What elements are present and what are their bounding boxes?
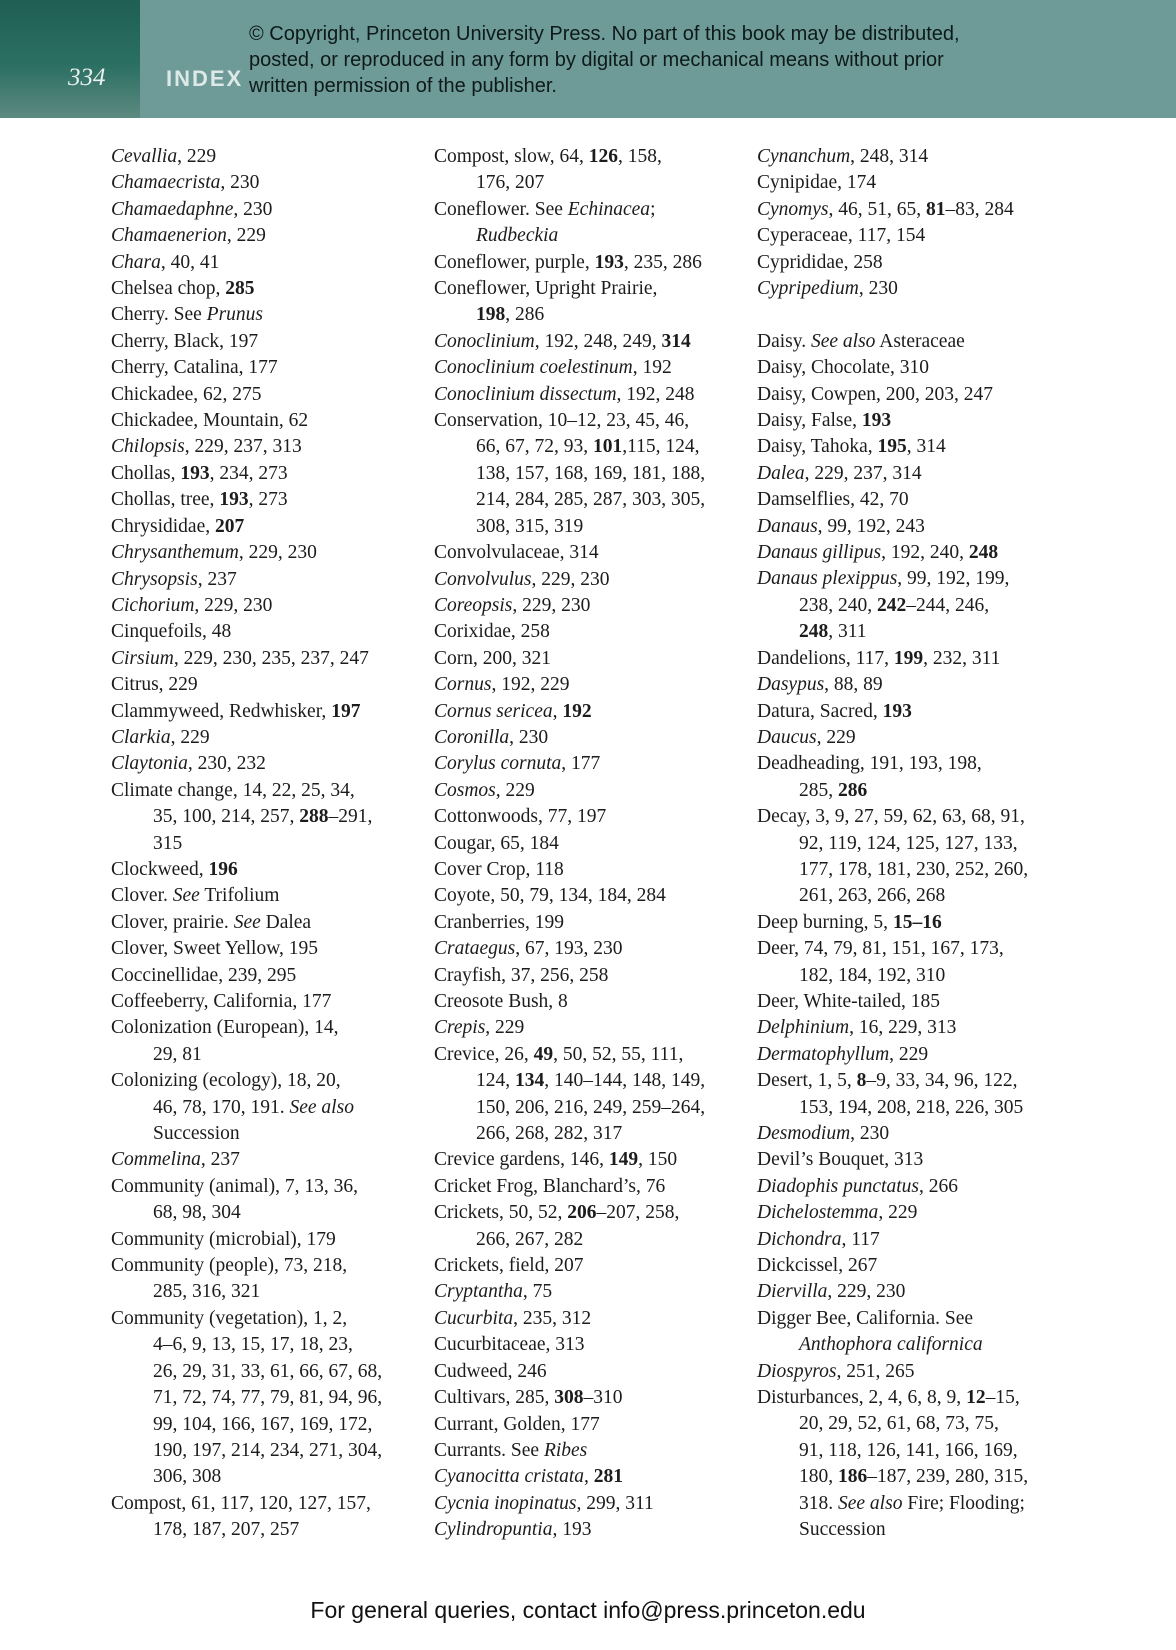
index-entry: Dermatophyllum, 229: [757, 1043, 929, 1065]
index-entry: Cornus, 192, 229: [434, 674, 570, 696]
index-entry: Cucurbita, 235, 312: [434, 1307, 592, 1329]
index-entry: Cottonwoods, 77, 197: [434, 806, 607, 828]
index-entry: Cypripedium, 230: [757, 278, 898, 300]
section-title: INDEX: [166, 66, 244, 91]
index-entry: Diadophis punctatus, 266: [757, 1175, 958, 1197]
index-entry: Clover, prairie. See Dalea: [111, 911, 312, 933]
index-entry: Desmodium, 230: [757, 1123, 890, 1145]
index-entry: Creosote Bush, 8: [434, 991, 568, 1012]
index-entry: Convolvulaceae, 314: [434, 542, 599, 564]
index-entry: Dichelostemma, 229: [757, 1202, 918, 1224]
index-entry: Cranberries, 199: [434, 911, 564, 933]
index-entry: Cyperaceae, 117, 154: [757, 225, 926, 247]
index-entry: Chollas, 193, 234, 273: [111, 462, 288, 484]
index-entry: Clover. See Trifolium: [111, 885, 280, 907]
index-entry: Cynipidae, 174: [757, 172, 877, 194]
page-header: [0, 0, 1176, 118]
index-entry: Dickcissel, 267: [757, 1255, 878, 1277]
index-entry: Chrysanthemum, 229, 230: [111, 542, 317, 564]
index-entry: Coneflower, Upright Prairie, 198, 286: [434, 278, 658, 326]
index-entry: Cryptantha, 75: [434, 1281, 553, 1303]
copyright-notice: © Copyright, Princeton University Press. No part of this book may be distributed, posted, or reproduced in any form by digital or mechanical means without prior written permission of the publisher.: [249, 23, 960, 97]
index-entry: Chelsea chop, 285: [111, 278, 255, 300]
index-entry: Currants. See Ribes: [434, 1439, 588, 1461]
index-entry: Clarkia, 229: [111, 726, 210, 748]
index-entry: Coronilla, 230: [434, 726, 549, 748]
index-entry: Cynanchum, 248, 314: [757, 146, 929, 167]
index-entry: Cycnia inopinatus, 299, 311: [434, 1492, 654, 1514]
index-entry: Community (people), 73, 218, 285, 316, 321: [111, 1255, 348, 1303]
index-entry: Coneflower. See Echinacea; Rudbeckia: [434, 198, 656, 247]
footer-contact: For general queries, contact info@press.princeton.edu: [310, 1597, 866, 1623]
index-entry: Cevallia, 229: [111, 146, 217, 167]
index-entry: Daisy, Tahoka, 195, 314: [757, 436, 946, 458]
index-entry: Coffeeberry, California, 177: [111, 991, 332, 1012]
index-entry: Colonization (European), 14, 29, 81: [111, 1017, 339, 1065]
index-entry: Conoclinium coelestinum, 192: [434, 357, 672, 379]
index-entry: Corn, 200, 321: [434, 647, 551, 669]
index-entry: Compost, 61, 117, 120, 127, 157, 178, 187, 207, 257: [111, 1492, 371, 1541]
index-column-1: [111, 144, 411, 1544]
index-entry: Community (vegetation), 1, 2, 4–6, 9, 13, 15, 17, 18, 23, 26, 29, 31, 33, 61, 66, 67, 68, 71, 72, 74, 77, 79, 81, 94, 96, 99, 104, 166, 167, 169, 172, 190, 197, 214, 234, 271, 304, 306, 308: [111, 1307, 383, 1488]
index-entry: Deer, White-tailed, 185: [757, 990, 940, 1012]
index-entry: Corylus cornuta, 177: [434, 753, 601, 775]
index-entry: Cultivars, 285, 308–310: [434, 1387, 623, 1409]
index-entry: Dandelions, 117, 199, 232, 311: [757, 647, 1001, 669]
index-entry: Cornus sericea, 192: [434, 700, 592, 722]
index-entry: Chamaecrista, 230: [111, 172, 260, 194]
index-entry: Devil’s Bouquet, 313: [757, 1149, 924, 1171]
index-entry: Chrysopsis, 237: [111, 568, 237, 590]
index-entry: Daucus, 229: [757, 726, 856, 748]
index-entry: Cyanocitta cristata, 281: [434, 1466, 624, 1488]
index-entry: Crepis, 229: [434, 1017, 525, 1039]
index-column-3: [757, 144, 1057, 1544]
index-entry: Diospyros, 251, 265: [757, 1360, 915, 1382]
index-entry: Coyote, 50, 79, 134, 184, 284: [434, 885, 666, 907]
index-entry: Dichondra, 117: [757, 1228, 880, 1250]
index-entry: Cylindropuntia, 193: [434, 1519, 592, 1541]
index-entry: Clammyweed, Redwhisker, 197: [111, 700, 361, 722]
index-entry: Corixidae, 258: [434, 621, 550, 643]
page-number-tab: [0, 0, 140, 118]
index-entry: Citrus, 229: [111, 674, 198, 696]
index-entry: Crayfish, 37, 256, 258: [434, 964, 609, 986]
index-entry: Cinquefoils, 48: [111, 621, 232, 643]
index-entry: Chilopsis, 229, 237, 313: [111, 436, 302, 458]
index-entry: Chara, 40, 41: [111, 251, 220, 273]
index-entry: Cougar, 65, 184: [434, 832, 559, 854]
index-entry: Coneflower, purple, 193, 235, 286: [434, 251, 702, 273]
index-entry: Cichorium, 229, 230: [111, 594, 273, 616]
index-entry: Community (microbial), 179: [111, 1228, 336, 1250]
index-entry: Cyprididae, 258: [757, 251, 883, 273]
index-entry: Deadheading, 191, 193, 198, 285, 286: [757, 753, 982, 801]
index-entry: Clockweed, 196: [111, 858, 238, 880]
index-entry: Coreopsis, 229, 230: [434, 594, 591, 616]
index-entry: Daisy, Chocolate, 310: [757, 357, 930, 379]
index-entry: Diervilla, 229, 230: [757, 1281, 906, 1303]
index-entry: Chrysididae, 207: [111, 515, 245, 537]
index-entry: Daisy, False, 193: [757, 410, 892, 432]
index-entry: Cucurbitaceae, 313: [434, 1334, 585, 1356]
index-entry: Disturbances, 2, 4, 6, 8, 9, 12–15, 20, 29, 52, 61, 68, 73, 75, 91, 118, 126, 141, 166, 169, 180, 186–187, 239, 280, 315, 318. See also Fire; Flooding; Succession: [757, 1387, 1029, 1541]
index-entry: Daisy. See also Asteraceae: [757, 330, 965, 352]
index-entry: Climate change, 14, 22, 25, 34, 35, 100, 214, 257, 288–291, 315: [111, 779, 373, 854]
index-entry: Chickadee, Mountain, 62: [111, 410, 309, 432]
index-entry: Chollas, tree, 193, 273: [111, 489, 288, 511]
index-entry: Damselflies, 42, 70: [757, 489, 909, 511]
index-entry: Deep burning, 5, 15–16: [757, 911, 942, 933]
index-entry: Cirsium, 229, 230, 235, 237, 247: [111, 647, 369, 669]
index-entry: Dalea, 229, 237, 314: [757, 462, 922, 484]
index-entry: Crickets, field, 207: [434, 1255, 584, 1277]
index-entry: Crevice, 26, 49, 50, 52, 55, 111, 124, 134, 140–144, 148, 149, 150, 206, 216, 249, 259–264, 266, 268, 282, 317: [434, 1043, 706, 1145]
index-entry: Danaus plexippus, 99, 192, 199, 238, 240, 242–244, 246, 248, 311: [757, 568, 1010, 643]
index-entry: Currant, Golden, 177: [434, 1413, 600, 1435]
index-entry: Danaus gillipus, 192, 240, 248: [757, 542, 999, 564]
index-entry: Delphinium, 16, 229, 313: [757, 1017, 957, 1039]
index-entry: Decay, 3, 9, 27, 59, 62, 63, 68, 91, 92, 119, 124, 125, 127, 133, 177, 178, 181, 230, 252, 260, 261, 263, 266, 268: [757, 806, 1029, 907]
index-entry: Deer, 74, 79, 81, 151, 167, 173, 182, 184, 192, 310: [757, 938, 1004, 986]
index-entry: Cherry, Catalina, 177: [111, 357, 278, 379]
index-entry: Dasypus, 88, 89: [757, 674, 883, 696]
index-entry: Cherry. See Prunus: [111, 304, 264, 326]
index-entry: Colonizing (ecology), 18, 20, 46, 78, 170, 191. See also Succession: [111, 1070, 354, 1145]
index-entry: Daisy, Cowpen, 200, 203, 247: [757, 383, 993, 405]
index-entry: Chickadee, 62, 275: [111, 383, 262, 405]
index-entry: Datura, Sacred, 193: [757, 700, 912, 722]
index-entry: Cosmos, 229: [434, 779, 535, 801]
index-entry: Chamaenerion, 229: [111, 225, 266, 247]
index-entry: Coccinellidae, 239, 295: [111, 964, 297, 986]
page-number: 334: [68, 64, 106, 91]
index-entry: Community (animal), 7, 13, 36, 68, 98, 304: [111, 1175, 358, 1224]
index-entry: Cricket Frog, Blanchard’s, 76: [434, 1175, 666, 1197]
index-entry: Desert, 1, 5, 8–9, 33, 34, 96, 122, 153, 194, 208, 218, 226, 305: [757, 1070, 1024, 1118]
index-entry: Cherry, Black, 197: [111, 330, 259, 352]
index-entry: Conoclinium dissectum, 192, 248: [434, 383, 695, 405]
index-entry: Commelina, 237: [111, 1149, 240, 1171]
index-entry: Danaus, 99, 192, 243: [757, 515, 925, 537]
index-entry: Cudweed, 246: [434, 1360, 547, 1382]
index-column-2: [434, 144, 734, 1544]
index-entry: Cynomys, 46, 51, 65, 81–83, 284: [757, 198, 1014, 220]
index-entry: Crickets, 50, 52, 206–207, 258, 266, 267, 282: [434, 1202, 680, 1250]
index-entry: Compost, slow, 64, 126, 158, 176, 207: [434, 146, 662, 194]
index-entry: Convolvulus, 229, 230: [434, 568, 610, 590]
index-entry: Claytonia, 230, 232: [111, 753, 266, 775]
index-entry: Digger Bee, California. See Anthophora californica: [757, 1307, 983, 1356]
index-entry: Chamaedaphne, 230: [111, 198, 273, 220]
index-entry: Clover, Sweet Yellow, 195: [111, 938, 319, 960]
index-entry: Crevice gardens, 146, 149, 150: [434, 1149, 678, 1171]
index-entry: Crataegus, 67, 193, 230: [434, 938, 623, 960]
index-entry: Cover Crop, 118: [434, 858, 564, 880]
index-entry: Conoclinium, 192, 248, 249, 314: [434, 330, 691, 352]
index-entry: Conservation, 10–12, 23, 45, 46, 66, 67, 72, 93, 101,115, 124, 138, 157, 168, 169, 181, 188, 214, 284, 285, 287, 303, 305, 308, 315, 319: [434, 410, 706, 537]
